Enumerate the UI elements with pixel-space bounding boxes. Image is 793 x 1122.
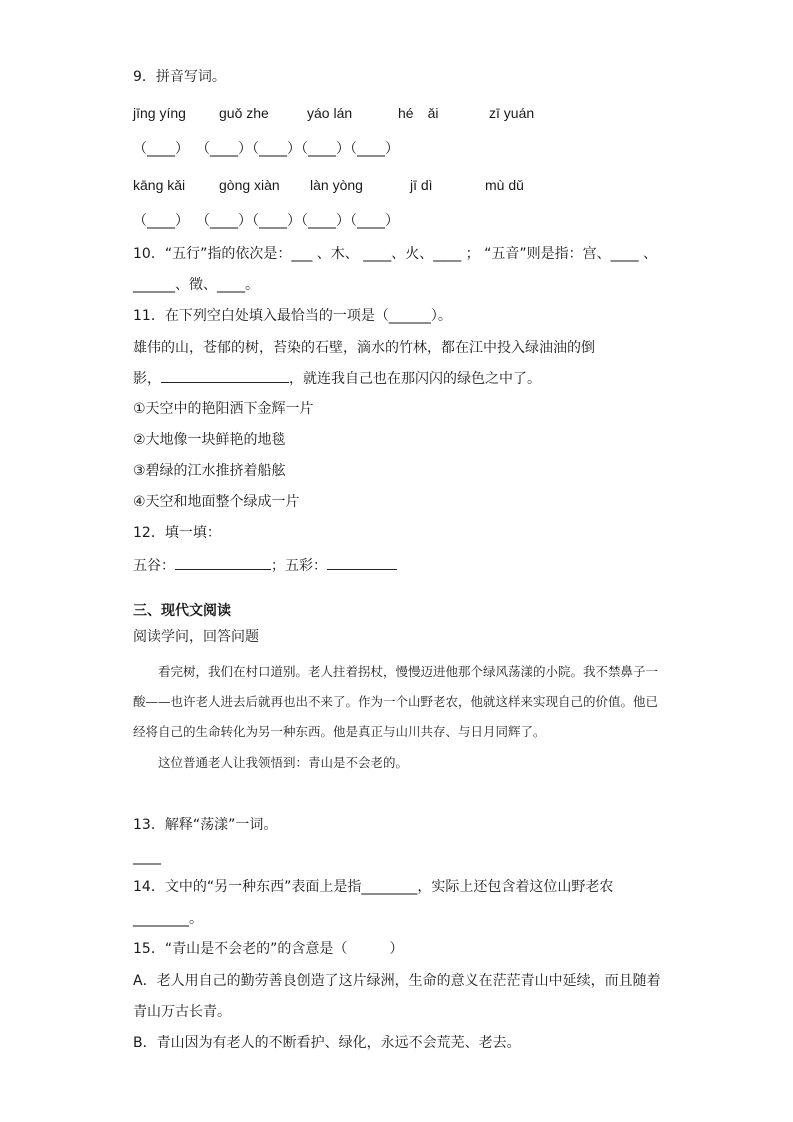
q11-title: 11．在下列空白处填入最恰当的一项是（______）。 xyxy=(133,308,452,324)
q11-text-a: 影， xyxy=(133,371,161,387)
fill-blank[interactable] xyxy=(175,555,271,570)
q12-title: 12．填一填： xyxy=(133,525,221,541)
answer-blank-group[interactable]: （____）（____）（____）（____） xyxy=(196,141,399,157)
q13-title: 13．解释“荡漾”一词。 xyxy=(133,817,278,833)
pinyin-5: zī yuán xyxy=(489,105,535,121)
option-3: ③碧绿的江水推挤着船舷 xyxy=(133,463,286,479)
fill-blank[interactable] xyxy=(161,368,289,383)
fill-blank[interactable] xyxy=(327,555,397,570)
q9-title: 9．拼音写词。 xyxy=(133,69,226,85)
pinyin-4: hé ǎi xyxy=(398,105,439,121)
answer-blank[interactable]: （____） xyxy=(133,213,189,229)
pinyin-8: làn yòng xyxy=(310,177,363,193)
option-1: ①天空中的艳阳洒下金辉一片 xyxy=(133,401,314,417)
choice-a[interactable]: A．老人用自己的勤劳善良创造了这片绿洲，生命的意义在茫茫青山中延续，而且随着 xyxy=(133,973,661,989)
pinyin-10: mù dǔ xyxy=(485,177,524,193)
pinyin-9: jī dì xyxy=(410,177,433,193)
section-intro: 阅读学问，回答问题 xyxy=(133,629,259,645)
q11-sentence-cont xyxy=(133,368,541,389)
pinyin-1: jīng yíng xyxy=(133,105,186,121)
answer-blank-group[interactable]: （____）（____）（____）（____） xyxy=(196,213,399,229)
q12-label-b: ；五彩： xyxy=(271,558,327,574)
choice-b[interactable]: B．青山因为有老人的不断看护、绿化，永远不会荒芜、老去。 xyxy=(133,1035,521,1051)
q14-line1: 14．文中的“另一种东西”表面上是指________，实际上还包含着这位山野老农 xyxy=(133,879,614,895)
passage-paragraph: 这位普通老人让我领悟到：青山是不会老的。 xyxy=(158,755,409,770)
choice-a-cont: 青山万古长青。 xyxy=(133,1004,231,1020)
option-4: ④天空和地面整个绿成一片 xyxy=(133,494,300,510)
q10-line2: ______、徵、____。 xyxy=(133,277,259,293)
answer-blank[interactable]: （____） xyxy=(133,141,189,157)
q10-line1: 10．“五行”指的依次是：___ 、木、 ____、火、____ ； “五音”则是指：宫、____ 、 xyxy=(133,246,658,262)
reading-passage xyxy=(133,657,661,778)
passage-paragraph: 看完树，我们在村口道别。老人拄着拐杖，慢慢迈进他那个绿风荡漾的小院。我不禁鼻子一酸——也许老人进去后就再也出不来了。作为一个山野老农，他就这样来实现自己的价值。他已经将自己的生命转化为另一种东西。他是真正与山川共存、与日月同辉了。 xyxy=(133,664,659,739)
answer-blank[interactable]: ____ xyxy=(133,849,161,865)
pinyin-6: kāng kǎi xyxy=(133,177,186,193)
section-heading: 三、现代文阅读 xyxy=(133,603,231,619)
q15-title: 15．“青山是不会老的”的含意是（ ） xyxy=(133,941,404,957)
q14-line2: ________。 xyxy=(133,911,203,927)
pinyin-3: yáo lán xyxy=(307,105,353,121)
option-2: ②大地像一块鲜艳的地毯 xyxy=(133,432,286,448)
q11-text-b: ，就连我自己也在那闪闪的绿色之中了。 xyxy=(289,371,541,387)
q12-label-a: 五谷： xyxy=(133,558,175,574)
pinyin-7: gòng xiàn xyxy=(219,177,280,193)
q12-fill xyxy=(133,555,397,576)
q11-sentence: 雄伟的山，苍郁的树，苔染的石壁，滴水的竹林，都在江中投入绿油油的倒 xyxy=(133,340,595,356)
pinyin-2: guǒ zhe xyxy=(219,105,269,121)
